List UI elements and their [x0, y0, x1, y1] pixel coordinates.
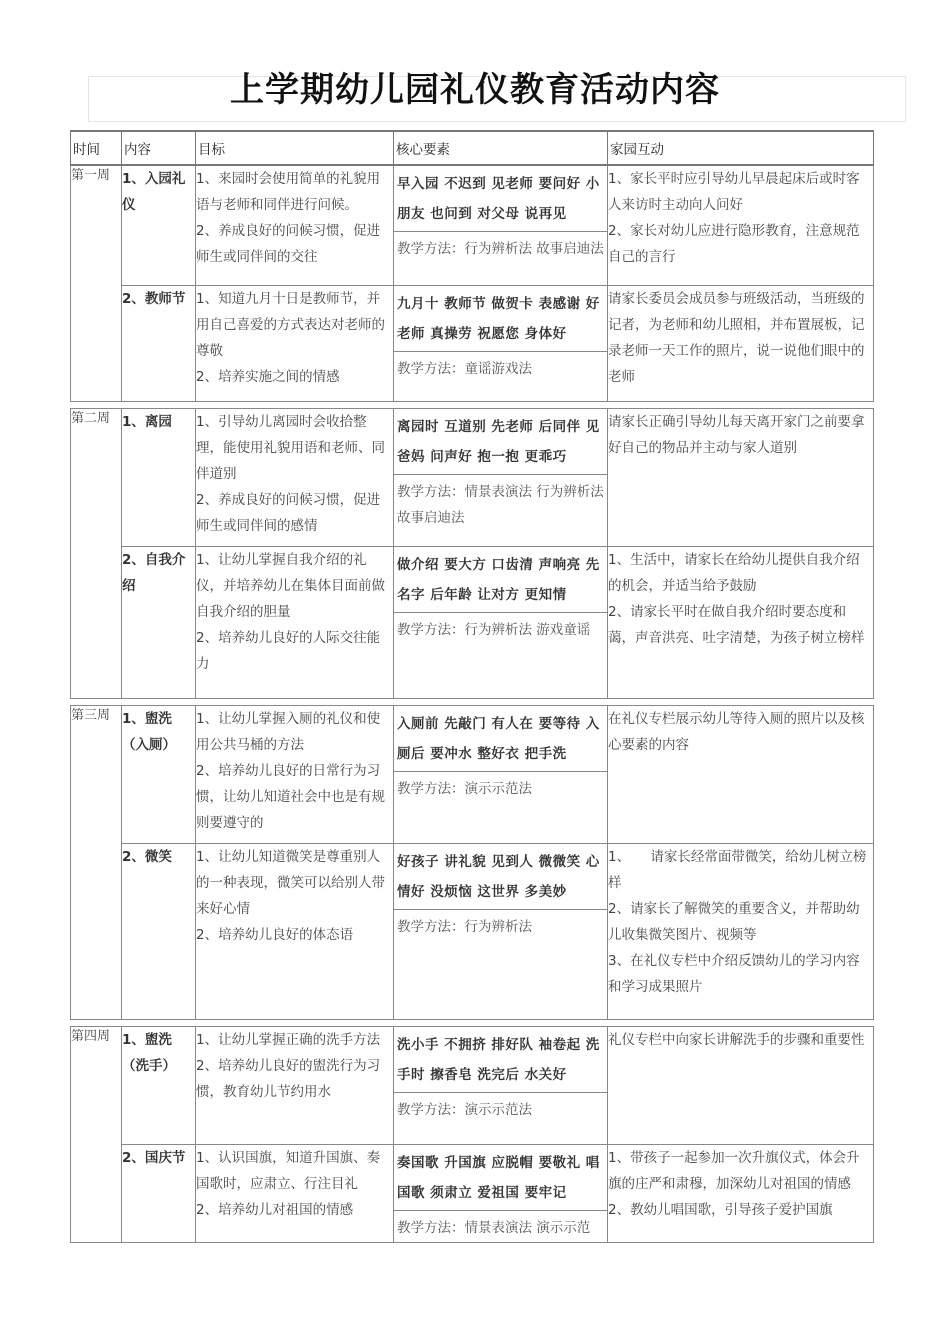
goal-text: 2、培养幼儿良好的盥洗行为习惯，教育幼儿节约用水 — [196, 1057, 381, 1100]
topic-cell: 1、离园 — [122, 408, 196, 546]
goal-cell — [196, 285, 394, 401]
home-text: 在礼仪专栏展示幼儿等待入厕的照片以及核心要素的内容 — [608, 710, 865, 753]
goal-text: 2、养成良好的问候习惯，促进师生或同伴间的交往 — [196, 223, 381, 265]
home-text: 2、家长对幼儿应进行隐形教育，注意规范自己的言行 — [608, 223, 860, 265]
header-cell-core: 核心要素 — [394, 131, 608, 165]
home-cell — [608, 285, 874, 401]
week-separator — [71, 698, 874, 705]
home-cell — [608, 843, 874, 1019]
topic-cell: 1、盥洗（入厕） — [122, 705, 196, 843]
header-cell-time: 时间 — [71, 131, 122, 165]
goal-text: 2、养成良好的问候习惯，促进师生或同伴间的感情 — [196, 491, 381, 534]
table-row — [71, 1026, 874, 1144]
goal-text: 1、认识国旗，知道升国旗、奏国歌时，应肃立、行注目礼 — [196, 1149, 381, 1192]
activity-table — [70, 130, 874, 1243]
week-cell: 第二周 — [71, 408, 122, 698]
week-separator — [71, 401, 874, 408]
core-keywords: 洗小手 不拥挤 排好队 袖卷起 洗手时 擦香皂 洗完后 水关好 — [394, 1027, 607, 1093]
teaching-method: 教学方法：行为辨析法 游戏童谣 — [397, 621, 591, 638]
home-text: 2、教幼儿唱国歌，引导孩子爱护国旗 — [608, 1201, 833, 1218]
goal-text: 2、培养幼儿良好的日常行为习惯，让幼儿知道社会中也是有规则要遵守的 — [196, 762, 385, 831]
table-row — [71, 843, 874, 1019]
core-keywords: 做介绍 要大方 口齿清 声响亮 先名字 后年龄 让对方 更知情 — [394, 547, 607, 613]
header-cell-home: 家园互动 — [608, 131, 874, 165]
core-cell — [394, 408, 608, 546]
teaching-method: 教学方法：演示示范法 — [397, 1101, 532, 1118]
table-row — [71, 408, 874, 546]
goal-text: 1、引导幼儿离园时会收拾整理，能使用礼貌用语和老师、同伴道别 — [196, 413, 385, 482]
header-cell-content: 内容 — [122, 131, 196, 165]
home-text: 1、家长平时应引导幼儿早晨起床后或时客人来访时主动向人问好 — [608, 171, 860, 213]
home-text: 请家长正确引导幼儿每天离开家门之前要拿好自己的物品并主动与家人道别 — [608, 413, 865, 456]
core-keywords: 离园时 互道别 先老师 后同伴 见爸妈 问声好 抱一抱 更乖巧 — [394, 409, 607, 475]
core-cell — [394, 285, 608, 401]
week-separator — [71, 1019, 874, 1026]
goal-cell — [196, 843, 394, 1019]
goal-text: 1、知道九月十日是教师节，并用自己喜爱的方式表达对老师的尊敬 — [196, 290, 385, 359]
teaching-method: 教学方法：情景表演法 行为辨析法 故事启迪法 — [397, 483, 604, 526]
week-cell: 第三周 — [71, 705, 122, 1019]
teaching-method: 教学方法：行为辨析法 — [397, 918, 532, 935]
core-keywords: 九月十 教师节 做贺卡 表感谢 好老师 真操劳 祝愿您 身体好 — [394, 286, 607, 352]
goal-cell — [196, 546, 394, 698]
table-row — [71, 705, 874, 843]
home-text: 1、带孩子一起参加一次升旗仪式，体会升旗的庄严和肃穆，加深幼儿对祖国的情感 — [608, 1149, 860, 1192]
home-text: 请家长委员会成员参与班级活动，当班级的记者，为老师和幼儿照相，并布置展板，记录老师一天工作的照片，说一说他们眼中的老师 — [608, 290, 865, 385]
table-row — [71, 1144, 874, 1242]
goal-cell — [196, 1026, 394, 1144]
teaching-method: 教学方法：行为辨析法 故事启迪法 — [397, 241, 604, 257]
topic-cell: 2、国庆节 — [122, 1144, 196, 1242]
teaching-method: 教学方法：情景表演法 演示示范 — [397, 1219, 591, 1236]
goal-cell — [196, 1144, 394, 1242]
goal-cell — [196, 408, 394, 546]
goal-text: 2、培养幼儿良好的体态语 — [196, 926, 354, 943]
table-row — [71, 546, 874, 698]
home-text: 2、请家长了解微笑的重要含义，并帮助幼儿收集微笑图片、视频等 — [608, 900, 860, 943]
goal-text: 1、让幼儿掌握正确的洗手方法 — [196, 1031, 381, 1048]
week-cell: 第一周 — [71, 165, 122, 401]
core-keywords: 早入园 不迟到 见老师 要问好 小朋友 也问到 对父母 说再见 — [394, 166, 607, 232]
core-cell — [394, 1026, 608, 1144]
table-row — [71, 165, 874, 285]
topic-cell: 2、微笑 — [122, 843, 196, 1019]
core-keywords: 好孩子 讲礼貌 见到人 微微笑 心情好 没烦恼 这世界 多美妙 — [394, 844, 607, 910]
goal-text: 1、让幼儿掌握入厕的礼仪和使用公共马桶的方法 — [196, 710, 381, 753]
goal-cell — [196, 165, 394, 285]
goal-text: 1、让幼儿掌握自我介绍的礼仪，并培养幼儿在集体目面前做自我介绍的胆量 — [196, 551, 385, 620]
core-keywords: 奏国歌 升国旗 应脱帽 要敬礼 唱国歌 须肃立 爱祖国 要牢记 — [394, 1145, 607, 1211]
core-cell — [394, 705, 608, 843]
home-text: 1、生活中，请家长在给幼儿提供自我介绍的机会，并适当给予鼓励 — [608, 551, 860, 594]
home-text: 2、请家长平时在做自我介绍时要态度和蔼，声音洪亮、吐字清楚，为孩子树立榜样 — [608, 603, 865, 646]
goal-cell — [196, 705, 394, 843]
goal-text: 2、培养实施之间的情感 — [196, 368, 340, 385]
core-cell — [394, 546, 608, 698]
core-keywords: 入厕前 先敲门 有人在 要等待 入厕后 要冲水 整好衣 把手洗 — [394, 706, 607, 772]
page-title: 上学期幼儿园礼仪教育活动内容 — [230, 70, 720, 110]
home-text: 1、 请家长经常面带微笑，给幼儿树立榜样 — [608, 848, 867, 891]
home-cell — [608, 165, 874, 285]
home-cell — [608, 1026, 874, 1144]
core-cell — [394, 843, 608, 1019]
home-cell — [608, 546, 874, 698]
goal-text: 1、让幼儿知道微笑是尊重别人的一种表现，微笑可以给别人带来好心情 — [196, 848, 385, 917]
teaching-method: 教学方法：童谣游戏法 — [397, 360, 532, 377]
core-cell — [394, 165, 608, 285]
home-text: 3、在礼仪专栏中介绍反馈幼儿的学习内容和学习成果照片 — [608, 952, 860, 995]
topic-cell: 2、教师节 — [122, 285, 196, 401]
header-cell-goal: 目标 — [196, 131, 394, 165]
goal-text: 1、来园时会使用简单的礼貌用语与老师和同伴进行问候。 — [196, 171, 381, 213]
table-row — [71, 285, 874, 401]
teaching-method: 教学方法：演示示范法 — [397, 780, 532, 797]
home-cell — [608, 705, 874, 843]
home-cell — [608, 408, 874, 546]
core-cell — [394, 1144, 608, 1242]
topic-cell: 1、盥洗（洗手） — [122, 1026, 196, 1144]
home-cell — [608, 1144, 874, 1242]
week-cell: 第四周 — [71, 1026, 122, 1242]
topic-cell: 1、入园礼仪 — [122, 165, 196, 285]
goal-text: 2、培养幼儿对祖国的情感 — [196, 1201, 354, 1218]
home-text: 礼仪专栏中向家长讲解洗手的步骤和重要性 — [608, 1031, 865, 1048]
topic-cell: 2、自我介绍 — [122, 546, 196, 698]
goal-text: 2、培养幼儿良好的人际交往能力 — [196, 629, 381, 672]
table-header-row — [71, 131, 874, 165]
